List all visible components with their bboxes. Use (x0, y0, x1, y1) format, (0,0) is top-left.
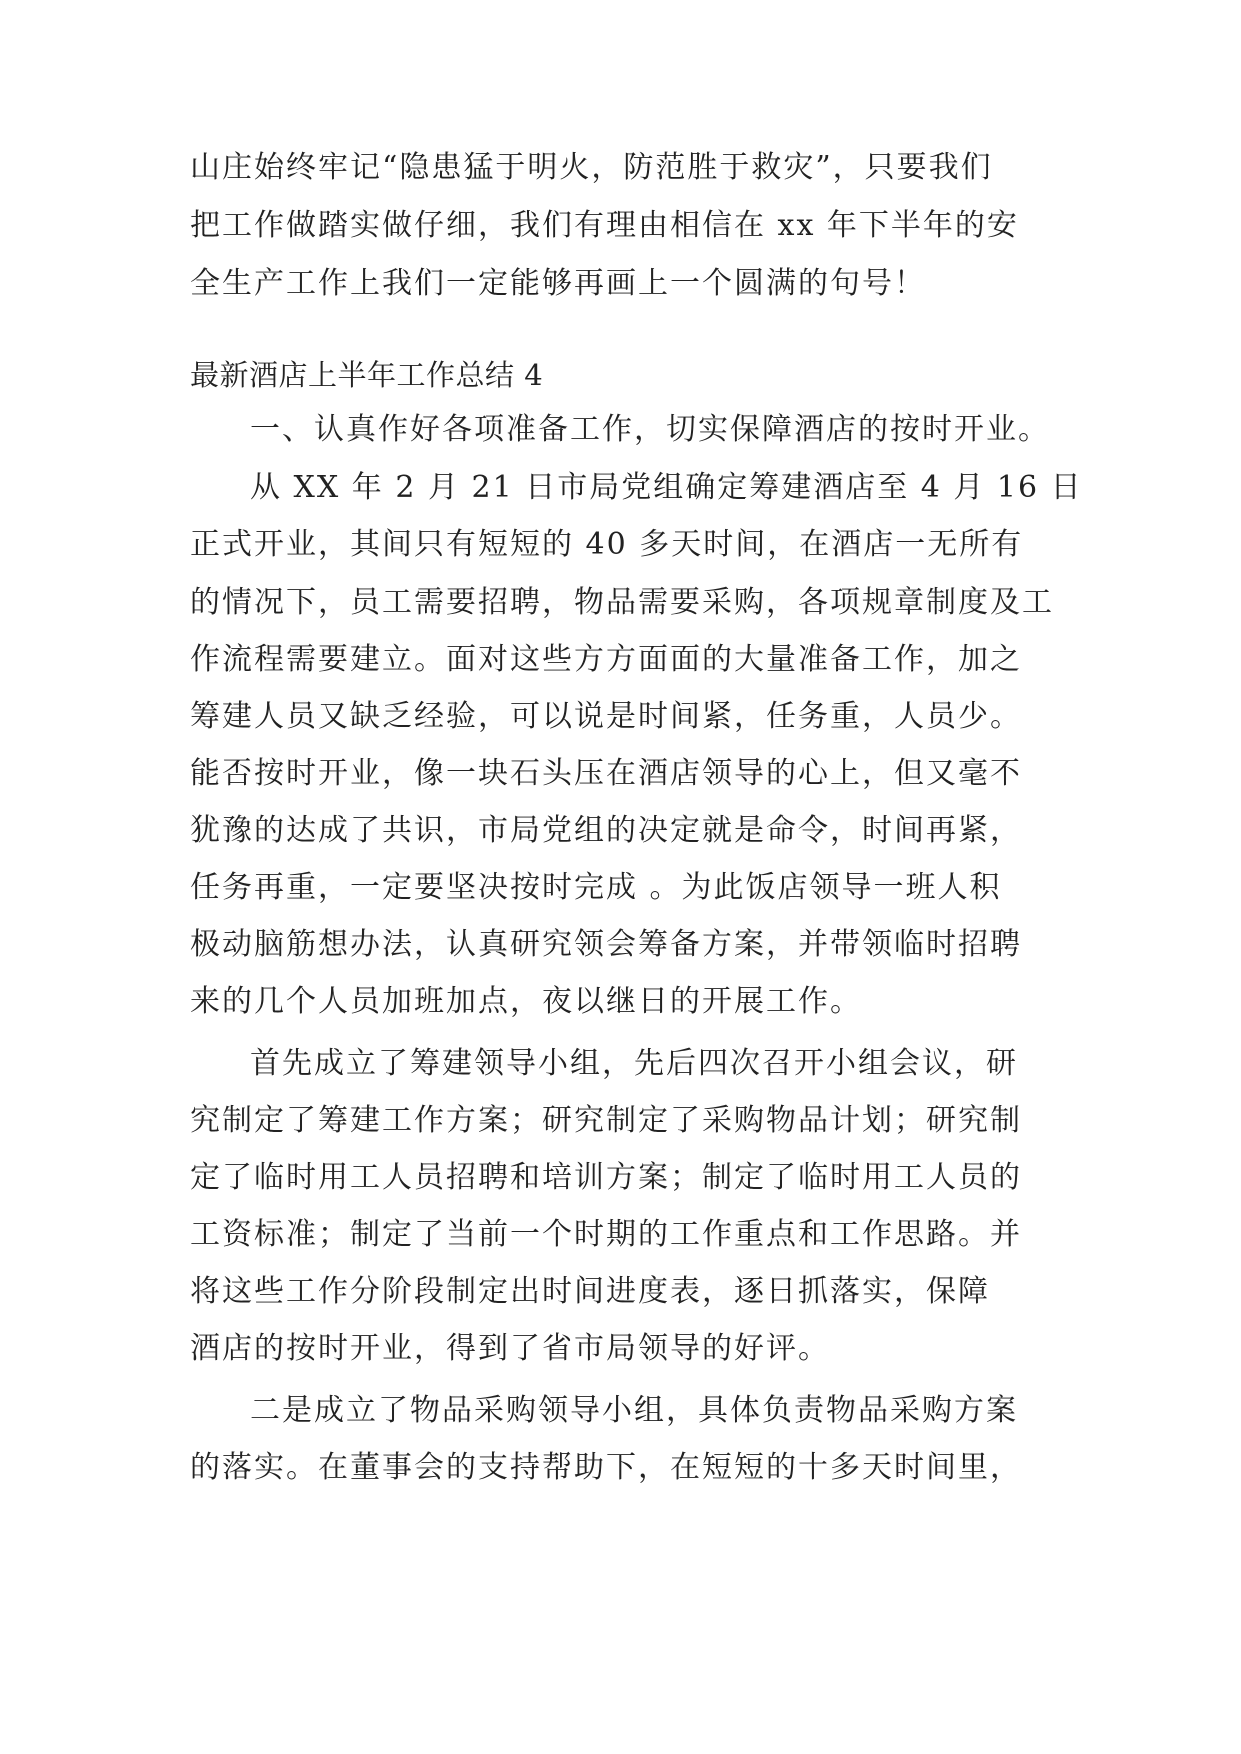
body-text-line: 来的几个人员加班加点，夜以继日的开展工作。 (190, 984, 862, 1019)
body-text-line: 酒店的按时开业，得到了省市局领导的好评。 (190, 1331, 830, 1366)
body-text-line: 二是成立了物品采购领导小组，具体负责物品采购方案 (250, 1393, 1018, 1428)
body-text-line: 首先成立了筹建领导小组，先后四次召开小组会议，研 (250, 1046, 1018, 1081)
body-text-line: 筹建人员又缺乏经验，可以说是时间紧，任务重，人员少。 (190, 699, 1022, 734)
section-heading: 最新酒店上半年工作总结 4 (190, 358, 544, 392)
body-text-line: 从 XX 年 2 月 21 日市局党组确定筹建酒店至 4 月 16 日 (250, 470, 1083, 505)
body-text-line: 任务再重，一定要坚决按时完成 。为此饭店领导一班人积 (190, 870, 1002, 905)
body-text-line: 的情况下，员工需要招聘，物品需要采购，各项规章制度及工 (190, 585, 1054, 620)
body-text-line: 山庄始终牢记“隐患猛于明火，防范胜于救灾”，只要我们 (190, 150, 993, 185)
body-text-line: 能否按时开业，像一块石头压在酒店领导的心上，但又毫不 (190, 756, 1022, 791)
body-text-line: 把工作做踏实做仔细，我们有理由相信在 xx 年下半年的安 (190, 208, 1019, 243)
body-text-line: 正式开业，其间只有短短的 40 多天时间，在酒店一无所有 (190, 527, 1024, 562)
body-text-line: 的落实。在董事会的支持帮助下，在短短的十多天时间里， (190, 1450, 1022, 1485)
body-text-line: 将这些工作分阶段制定出时间进度表，逐日抓落实，保障 (190, 1274, 990, 1309)
body-text-line: 定了临时用工人员招聘和培训方案；制定了临时用工人员的 (190, 1160, 1022, 1195)
body-text-line: 究制定了筹建工作方案；研究制定了采购物品计划；研究制 (190, 1103, 1022, 1138)
body-text-line: 作流程需要建立。面对这些方方面面的大量准备工作，加之 (190, 642, 1022, 677)
body-text-line: 工资标准；制定了当前一个时期的工作重点和工作思路。并 (190, 1217, 1022, 1252)
body-text-line: 极动脑筋想办法，认真研究领会筹备方案，并带领临时招聘 (190, 927, 1022, 962)
body-text-line: 全生产工作上我们一定能够再画上一个圆满的句号！ (190, 266, 926, 301)
subheading-line: 一、认真作好各项准备工作，切实保障酒店的按时开业。 (250, 412, 1050, 447)
body-text-line: 犹豫的达成了共识，市局党组的决定就是命令，时间再紧， (190, 813, 1022, 848)
